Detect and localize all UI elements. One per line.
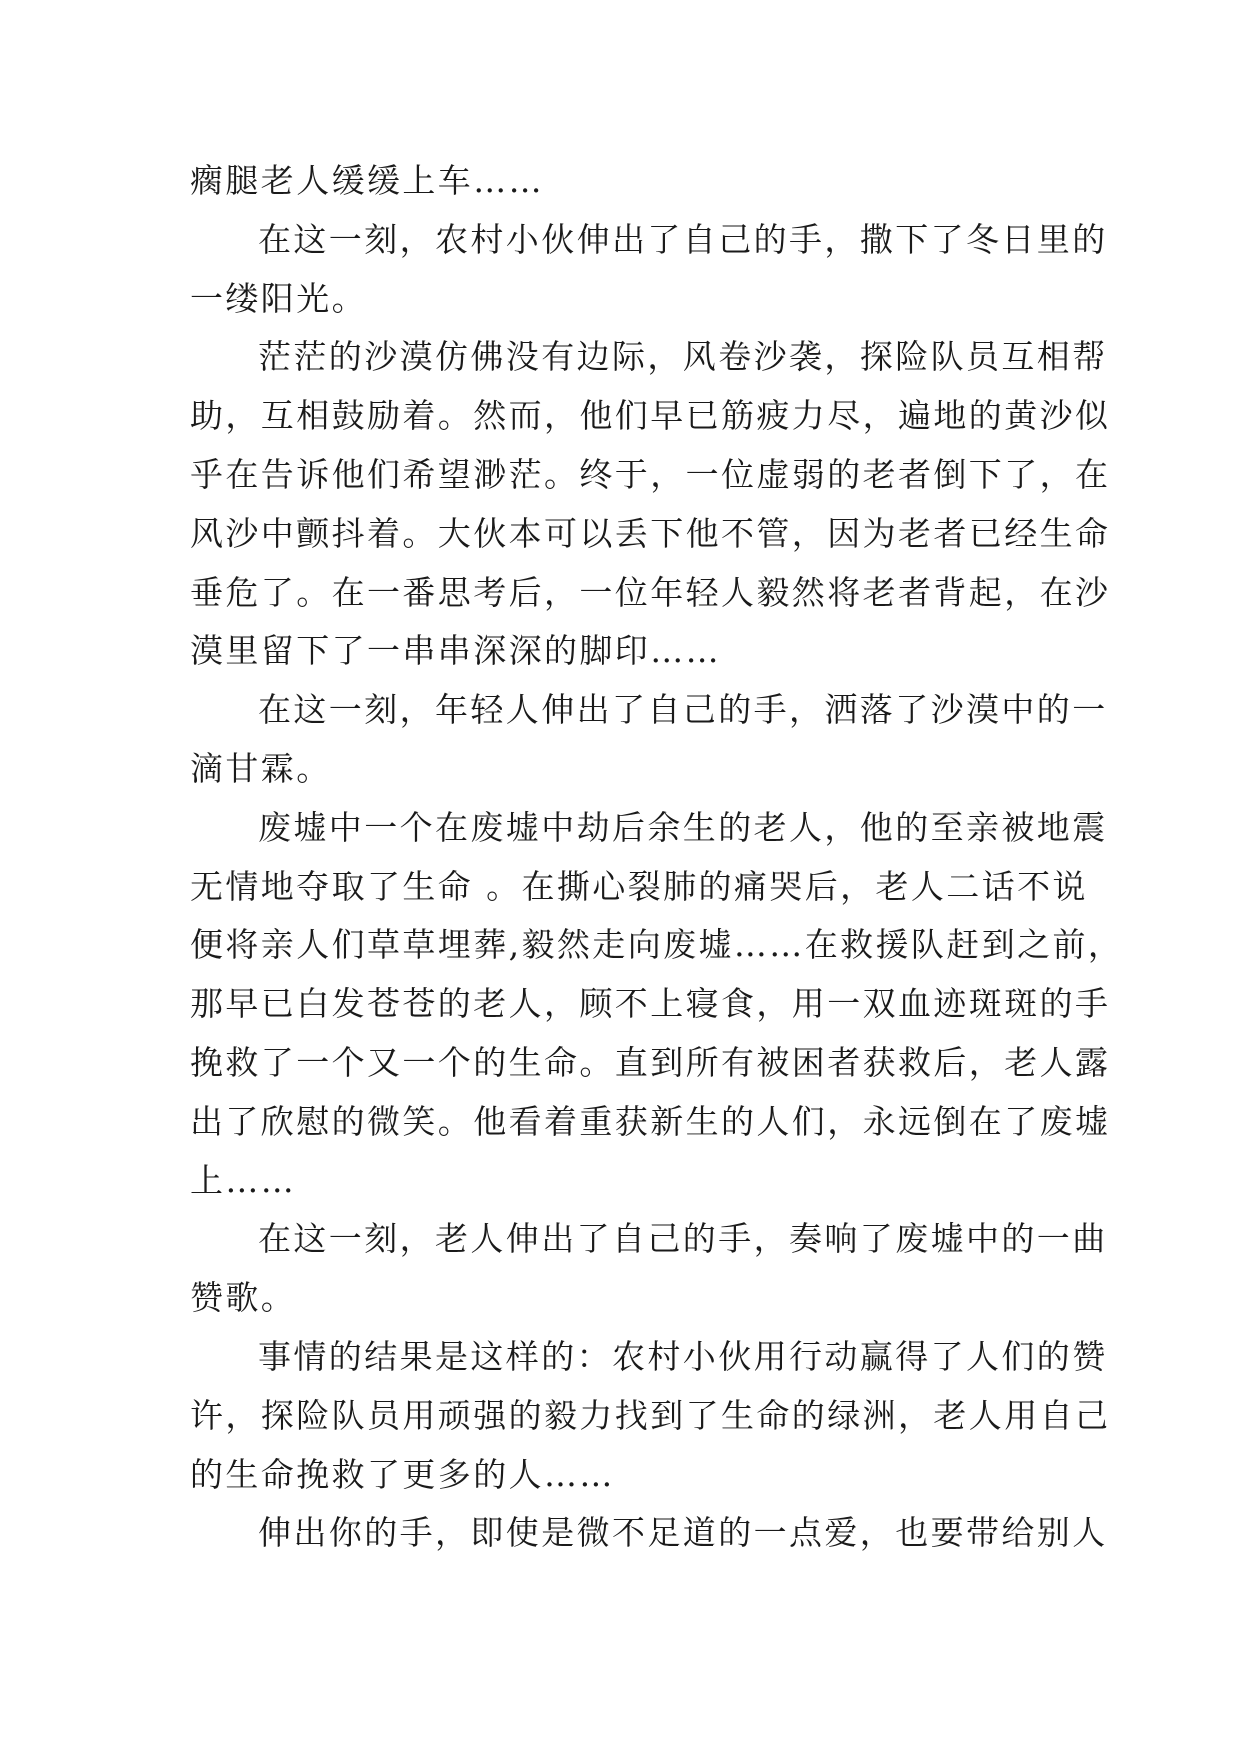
text-line: 赞歌。 bbox=[190, 1278, 297, 1318]
text-line: 许，探险队员用顽强的毅力找到了生命的绿洲，老人用自己 bbox=[190, 1395, 1111, 1435]
text-line: 的生命挽救了更多的人…… bbox=[190, 1454, 615, 1494]
text-line: 漠里留下了一串串深深的脚印…… bbox=[190, 631, 721, 671]
text-line: 滴甘霖。 bbox=[190, 748, 332, 788]
text-line: 无情地夺取了生命 。在撕心裂肺的痛哭后，老人二话不说 bbox=[190, 866, 1088, 906]
text-line: 便将亲人们草草埋葬,毅然走向废墟……在救援队赶到之前， bbox=[190, 925, 1124, 965]
text-line: 风沙中颤抖着。大伙本可以丢下他不管，因为老者已经生命 bbox=[190, 513, 1111, 553]
text-line: 伸出你的手，即使是微不足道的一点爱，也要带给别人 bbox=[258, 1513, 1108, 1553]
text-line: 事情的结果是这样的：农村小伙用行动赢得了人们的赞 bbox=[258, 1336, 1108, 1376]
text-line: 垂危了。在一番思考后，一位年轻人毅然将老者背起，在沙 bbox=[190, 572, 1111, 612]
text-line: 在这一刻，年轻人伸出了自己的手，洒落了沙漠中的一 bbox=[258, 690, 1108, 730]
text-line: 助，互相鼓励着。然而，他们早已筋疲力尽，遍地的黄沙似 bbox=[190, 396, 1111, 436]
text-line: 瘸腿老人缓缓上车…… bbox=[190, 161, 544, 200]
text-line: 在这一刻，农村小伙伸出了自己的手，撒下了冬日里的 bbox=[258, 219, 1108, 259]
text-line: 乎在告诉他们希望渺茫。终于，一位虚弱的老者倒下了，在 bbox=[190, 454, 1111, 494]
text-line: 在这一刻，老人伸出了自己的手，奏响了废墟中的一曲 bbox=[258, 1219, 1108, 1259]
body-text bbox=[190, 152, 1124, 1563]
text-line: 废墟中一个在废墟中劫后余生的老人，他的至亲被地震 bbox=[258, 807, 1108, 847]
text-line: 出了欣慰的微笑。他看着重获新生的人们，永远倒在了废墟 bbox=[190, 1101, 1111, 1141]
text-line: 一缕阳光。 bbox=[190, 278, 367, 318]
text-line: 挽救了一个又一个的生命。直到所有被困者获救后，老人露 bbox=[190, 1042, 1111, 1082]
text-line: 茫茫的沙漠仿佛没有边际，风卷沙袭，探险队员互相帮 bbox=[258, 337, 1108, 377]
text-line: 那早已白发苍苍的老人，顾不上寝食，用一双血迹斑斑的手 bbox=[190, 984, 1111, 1024]
text-line: 上…… bbox=[190, 1160, 297, 1200]
